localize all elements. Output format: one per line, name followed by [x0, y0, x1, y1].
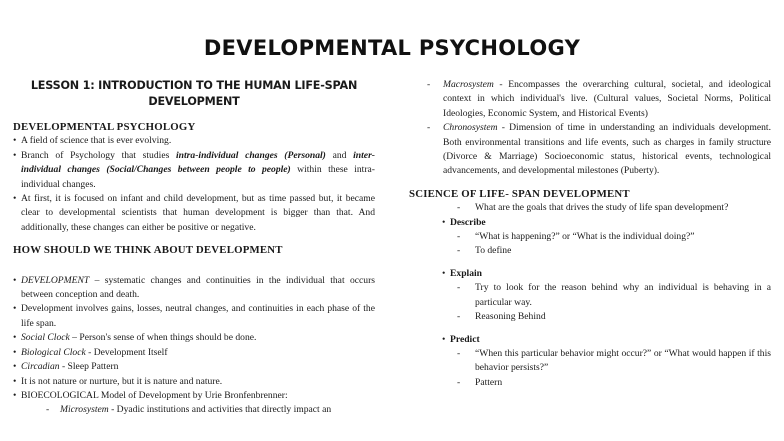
bullet-marker: •: [13, 274, 17, 286]
bullet-text: BIOECOLOGICAL Model of Development by Urie Bronfenbrenner:: [21, 389, 288, 401]
sub-item-microsystem: [46, 403, 375, 417]
term: Macrosystem: [443, 79, 494, 90]
section-heading-developmental-psychology: DEVELOPMENTAL PSYCHOLOGY: [13, 121, 196, 133]
goal-detail-text: “What is happening?” or “What is the individual doing?”: [475, 231, 695, 243]
bullet-marker: •: [13, 375, 17, 387]
bullet-text: [21, 331, 256, 345]
dash-marker: -: [427, 122, 431, 134]
bullet-marker: •: [442, 333, 446, 345]
left-column: [13, 78, 375, 418]
bullet-item: [13, 375, 375, 389]
bullet-item: [13, 331, 375, 345]
dash-marker: -: [457, 282, 461, 294]
sub-item-text: [60, 403, 331, 417]
bullet-text: [21, 274, 375, 303]
goal-detail-text: Try to look for the reason behind why an individual is behaving in a particular way.: [475, 282, 771, 308]
dash-marker: -: [457, 311, 461, 323]
text-run: within these intra-individual changes.: [21, 164, 375, 190]
question-item: [457, 201, 771, 215]
bullet-text: It is not nature or nurture, but it is nature and nature.: [21, 375, 223, 387]
term: Chronosystem: [443, 122, 498, 134]
text-run: - Encompasses the overarching cultural, societal, and ideological context in which individual's live. (Cultural values, Societal Norms, Political Ideologies, Economic System, and Historical Events): [443, 79, 771, 119]
bullet-marker: •: [442, 267, 446, 279]
term: Social Clock: [21, 332, 70, 344]
bullet-item: [13, 389, 375, 403]
question-text: What are the goals that drives the study of life span development?: [475, 202, 729, 214]
text-run: and: [325, 149, 354, 161]
bullet-item: [13, 192, 375, 235]
bullet-marker: •: [13, 303, 17, 315]
list-item-text: [443, 121, 771, 179]
section-heading-science-of-lifespan: SCIENCE OF LIFE- SPAN DEVELOPMENT: [409, 187, 630, 200]
text-run: – Person's sense of when things should be done.: [69, 332, 257, 344]
dash-marker: -: [457, 347, 461, 359]
bullet-marker: •: [13, 389, 17, 401]
text-run: - Sleep Pattern: [59, 361, 119, 373]
goal-detail-text: To define: [475, 245, 512, 257]
bullet-marker: •: [442, 216, 446, 228]
goal-detail-text: Reasoning Behind: [475, 311, 546, 323]
text-run: - Development Itself: [85, 346, 168, 358]
text-run: - Dimension of time in understanding an individuals development. Both environmental transitions and life events, such as charges in family structure (Divorce & Marriage) Socioeconomic status, historical events, technological advancements, and developmental milestones (Puberty).: [443, 122, 771, 177]
lesson-heading-line-2: DEVELOPMENT: [148, 95, 240, 108]
dash-marker: -: [457, 376, 461, 388]
term: DEVELOPMENT: [21, 274, 90, 286]
goal-label: Describe: [450, 216, 486, 228]
goal-predict: [442, 333, 771, 347]
bullet-text: [21, 360, 118, 374]
bullet-item: [13, 360, 375, 374]
text-run: - Dyadic institutions and activities that directly impact an: [108, 404, 332, 416]
bullet-item: [13, 149, 375, 192]
lesson-heading-line-1: LESSON 1: INTRODUCTION TO THE HUMAN LIFE-SPAN: [30, 79, 358, 92]
goal-detail: [457, 347, 771, 376]
bullet-marker: •: [13, 193, 17, 205]
goal-detail: [457, 376, 771, 390]
list-item-macrosystem: [409, 78, 771, 121]
bullet-item: [13, 346, 375, 360]
page-title: DEVELOPMENTAL PSYCHOLOGY: [203, 36, 581, 60]
goal-label: Predict: [450, 333, 480, 345]
emphasis-inter: inter-individual changes (Social/Changes between people to people): [21, 149, 375, 176]
bullet-item: [13, 134, 375, 148]
text-run: Branch of Psychology that studies: [21, 149, 177, 161]
bullet-text: A field of science that is ever evolving.: [21, 135, 172, 147]
bullet-item: [13, 274, 375, 303]
goal-detail: [457, 230, 771, 244]
bullet-text: [21, 346, 168, 360]
list-item-text: [443, 78, 771, 121]
goal-detail-text: “When this particular behavior might occur?” or “What would happen if this behavior persists?”: [475, 347, 771, 374]
text-run: – systematic changes and continuities in the individual that occurs between conception and death.: [21, 274, 375, 301]
bullet-marker: •: [13, 361, 17, 373]
dash-marker: -: [457, 231, 461, 243]
goal-detail-text: Pattern: [475, 376, 503, 388]
bullet-item: [13, 302, 375, 331]
bullet-marker: •: [13, 149, 17, 161]
list-item-chronosystem: [409, 121, 771, 179]
goal-label: Explain: [450, 267, 482, 279]
term: Circadian: [21, 361, 60, 373]
lesson-heading: [13, 78, 375, 110]
goal-explain: [442, 267, 771, 281]
goal-detail: [457, 281, 771, 310]
section-heading-how-to-think: HOW SHOULD WE THINK ABOUT DEVELOPMENT: [13, 244, 283, 257]
dash-marker: -: [427, 79, 431, 90]
bullet-marker: •: [13, 332, 17, 344]
dash-marker: -: [457, 245, 461, 257]
bullet-text: At first, it is focused on infant and child development, but as time passed but, it became clear to developmental scientists that human development is bigger than that. And additionally, these changes can either be positive or negative.: [21, 193, 375, 233]
emphasis-intra: intra-individual changes (Personal): [176, 149, 326, 161]
term: Microsystem: [60, 404, 109, 416]
bullet-text: [21, 149, 375, 192]
bullet-marker: •: [13, 135, 17, 147]
dash-marker: -: [46, 404, 50, 416]
goal-detail: [457, 244, 771, 258]
term: Biological Clock: [21, 346, 86, 358]
goal-describe: [442, 216, 771, 230]
dash-marker: -: [457, 202, 461, 214]
bullet-marker: •: [13, 346, 17, 358]
bullet-text: Development involves gains, losses, neutral changes, and continuities in each phase of the life span.: [21, 303, 375, 329]
goal-detail: [457, 310, 771, 324]
right-column: [409, 78, 771, 390]
